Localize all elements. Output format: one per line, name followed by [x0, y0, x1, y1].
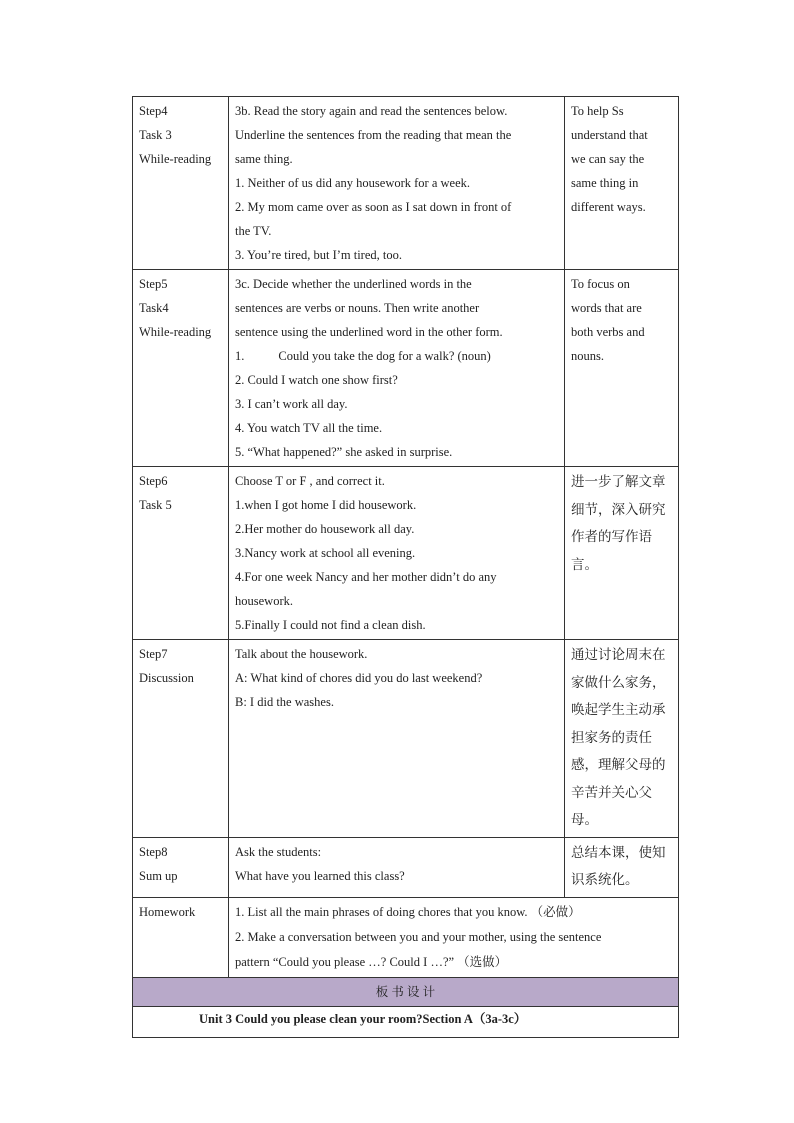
- step-label: Step6: [139, 474, 168, 488]
- aim-line: 辛苦并关心父: [571, 784, 652, 801]
- content-line: housework.: [235, 594, 293, 608]
- content-line: 4. You watch TV all the time.: [235, 421, 383, 435]
- content-line: Ask the students:: [235, 844, 322, 859]
- board-design-subtitle: Unit 3 Could you please clean your room?Section A（3a-3c）: [133, 1006, 679, 1037]
- homework-line: 2. Make a conversation between you and your mother, using the sentence: [235, 929, 602, 944]
- content-line: Underline the sentences from the reading that mean the: [235, 128, 512, 142]
- aim-cell: [565, 467, 679, 640]
- step-cell: [133, 467, 229, 640]
- content-line: 5. “What happened?” she asked in surprise.: [235, 445, 453, 459]
- homework-line: pattern “Could you please …? Could I …?” （选做）: [235, 954, 508, 969]
- step-cell: [133, 97, 229, 270]
- content-cell: [229, 97, 565, 270]
- content-line: Talk about the housework.: [235, 647, 368, 661]
- item-text: Could you take the dog for a walk? (noun): [278, 349, 491, 363]
- table-row-step6: [133, 467, 679, 640]
- task-label: Task4: [139, 301, 169, 315]
- content-line: sentences are verbs or nouns. Then write another: [235, 301, 480, 315]
- content-line: sentence using the underlined word in the other form.: [235, 325, 503, 339]
- content-cell: [229, 837, 565, 897]
- aim-line: 进一步了解文章: [571, 474, 666, 490]
- content-line: 3.Nancy work at school all evening.: [235, 546, 416, 560]
- content-line: Choose T or F , and correct it.: [235, 474, 385, 488]
- content-line: 1. Neither of us did any housework for a week.: [235, 176, 471, 190]
- aim-line: 家做什么家务，: [571, 674, 666, 691]
- content-cell: [229, 270, 565, 467]
- homework-label: Homework: [139, 904, 196, 919]
- aim-cell: [565, 97, 679, 270]
- content-line: 2.Her mother do housework all day.: [235, 522, 415, 536]
- aim-line: 作者的写作语: [571, 529, 652, 545]
- aim-cell: [565, 640, 679, 838]
- task-label: Task 3: [139, 128, 172, 142]
- content-line: 3. You’re tired, but I’m tired, too.: [235, 248, 402, 262]
- aim-line: 言。: [571, 556, 598, 573]
- content-line: What have you learned this class?: [235, 868, 405, 883]
- aim-cell: [565, 837, 679, 897]
- table-row-homework: [133, 897, 679, 977]
- table-row-step7: [133, 640, 679, 838]
- stage-label: While-reading: [139, 152, 212, 166]
- content-line: A: What kind of chores did you do last weekend?: [235, 671, 483, 685]
- task-label: Sum up: [139, 868, 178, 883]
- step-cell: [133, 270, 229, 467]
- aim-line: 母。: [571, 812, 598, 828]
- content-cell: [229, 640, 565, 838]
- homework-line: 1. List all the main phrases of doing chores that you know. （必做）: [235, 904, 581, 919]
- content-cell: [229, 467, 565, 640]
- aim-line: both verbs and: [571, 325, 645, 339]
- content-line-numbered: [235, 344, 558, 368]
- content-line: 3b. Read the story again and read the sentences below.: [235, 104, 508, 118]
- aim-line: 唤起学生主动承: [571, 702, 666, 718]
- task-label: Discussion: [139, 671, 194, 685]
- step-label: Step5: [139, 277, 168, 291]
- homework-label-cell: [133, 897, 229, 977]
- content-line: B: I did the washes.: [235, 695, 334, 709]
- aim-line: we can say the: [571, 152, 645, 166]
- step-label: Step4: [139, 104, 168, 118]
- aim-line: 通过讨论周末在: [571, 647, 666, 663]
- homework-content-cell: [229, 897, 679, 977]
- content-line: the TV.: [235, 224, 272, 238]
- content-line: 3c. Decide whether the underlined words in the: [235, 277, 472, 291]
- step-label: Step8: [139, 844, 168, 859]
- aim-line: same thing in: [571, 176, 639, 190]
- aim-line: 感，理解父母的: [571, 757, 666, 773]
- content-line: 5.Finally I could not find a clean dish.: [235, 618, 426, 632]
- lesson-plan-table: [132, 96, 679, 1038]
- aim-line: different ways.: [571, 200, 646, 214]
- step-cell: [133, 640, 229, 838]
- aim-line: understand that: [571, 128, 648, 142]
- aim-cell: [565, 270, 679, 467]
- aim-line: 总结本课，使知: [571, 844, 666, 861]
- item-number: 1.: [235, 349, 245, 363]
- table-row-step5: [133, 270, 679, 467]
- board-design-content-row: [133, 1006, 679, 1037]
- task-label: Task 5: [139, 498, 172, 512]
- aim-line: nouns.: [571, 349, 604, 363]
- step-label: Step7: [139, 647, 168, 661]
- content-line: 3. I can’t work all day.: [235, 397, 348, 411]
- aim-line: 细节，深入研究: [571, 501, 666, 518]
- aim-line: To focus on: [571, 277, 630, 291]
- content-line: 2. My mom came over as soon as I sat down in front of: [235, 200, 512, 214]
- step-cell: [133, 837, 229, 897]
- aim-line: To help Ss: [571, 104, 624, 118]
- content-line: 4.For one week Nancy and her mother didn’t do any: [235, 570, 497, 584]
- content-line: same thing.: [235, 152, 293, 166]
- content-line: 2. Could I watch one show first?: [235, 373, 398, 387]
- aim-line: 识系统化。: [571, 872, 639, 888]
- aim-line: words that are: [571, 301, 642, 315]
- board-design-header-row: [133, 977, 679, 1006]
- stage-label: While-reading: [139, 325, 212, 339]
- table-row-step8: [133, 837, 679, 897]
- table-row-step4: [133, 97, 679, 270]
- board-design-title: 板 书 设 计: [133, 977, 679, 1006]
- aim-line: 担家务的责任: [571, 729, 652, 746]
- content-line: 1.when I got home I did housework.: [235, 498, 417, 512]
